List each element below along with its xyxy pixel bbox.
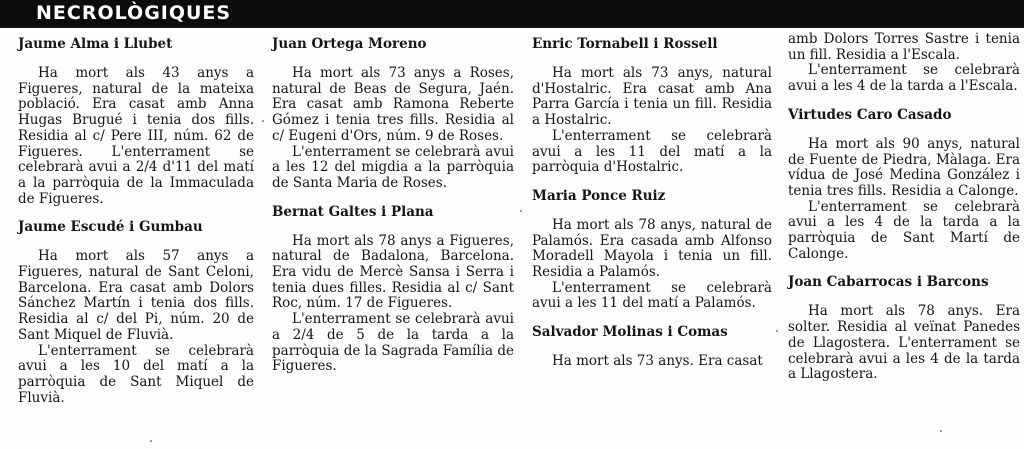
obituary-entry xyxy=(788,107,1020,263)
funeral-text: L'enterrament se celebrarà avui a les 12 del migdia a la parròquia de Santa Maria de Roses. xyxy=(272,143,514,191)
deceased-name: Salvador Molinas i Comas xyxy=(532,324,728,341)
obituary-entry xyxy=(532,188,772,312)
obituary-text-continued: amb Dolors Torres Sastre i tenia un fill. Residia a l'Escala. xyxy=(788,31,1020,63)
obituary-text: Ha mort als 78 anys. Era solter. Residia al veïnat Panedes de Llagostera. L'enterrament se celebrarà avui a les 4 de la tarda a Llagostera. xyxy=(788,303,1020,383)
print-speck xyxy=(520,210,522,212)
obituary-entry xyxy=(532,36,772,176)
funeral-text: L'enterrament se celebrarà avui a les 4 de la tarda a la parròquia de Sant Martí de Calonge. xyxy=(788,198,1020,262)
funeral-text: L'enterrament se celebrarà avui a les 11 del matí a Palamós. xyxy=(532,279,772,312)
deceased-name: Virtudes Caro Casado xyxy=(788,106,952,123)
obituary-text: Ha mort als 73 anys. Era casat xyxy=(552,353,763,370)
deceased-name: Jaume Escudé i Gumbau xyxy=(18,219,203,236)
funeral-text: L'enterrament se celebrarà avui a les 4 de la tarda a l'Escala. xyxy=(788,62,1020,95)
obituary-text: Ha mort als 78 anys a Figueres, natural de Badalona, Barcelona. Era vidu de Mercè Sansa i Serra i tenia dues filles. Residia al c/ Sant Roc, núm. 17 de Figueres. xyxy=(272,232,514,312)
obituary-text: Ha mort als 43 anys a Figueres, natural de la mateixa població. Era casat amb Anna Hugas Brugué i tenia dos fills. Residia al c/ Pere III, núm. 62 de Figueres. L'enterrament se celebrarà avui a 2/4 d'11 del matí a la parròquia de la Immaculada de Figueres. xyxy=(18,65,254,207)
obituary-entry xyxy=(18,219,254,406)
print-speck xyxy=(262,120,264,122)
deceased-name: Joan Cabarrocas i Barcons xyxy=(788,274,989,291)
column-1 xyxy=(18,36,254,418)
print-speck xyxy=(150,440,152,442)
funeral-text: L'enterrament se celebrarà avui a 2/4 de 5 de la tarda a la parròquia de la Sagrada Família de Figueres. xyxy=(272,311,514,375)
obituary-entry xyxy=(788,274,1020,383)
deceased-name: Enric Tornabell i Rossell xyxy=(532,36,718,52)
column-2 xyxy=(272,36,514,387)
funeral-text: L'enterrament se celebrarà avui a les 10 del matí a la parròquia de Sant Miquel de Fluvià. xyxy=(18,342,254,406)
obituary-entry xyxy=(18,36,254,207)
obituary-text: Ha mort als 57 anys a Figueres, natural de Sant Celoni, Barcelona. Era casat amb Dolors Sánchez Martín i tenia dos fills. Residia al c/ del Pi, núm. 20 de Sant Miquel de Fluvià. xyxy=(18,248,254,343)
obituary-entry xyxy=(272,204,514,375)
deceased-name: Bernat Galtes i Plana xyxy=(272,203,434,220)
obituary-text: Ha mort als 73 anys a Roses, natural de Beas de Segura, Jaén. Era casat amb Ramona Reberte Gómez i tenia tres fills. Residia al c/ Eugeni d'Ors, núm. 9 de Roses. xyxy=(272,65,514,144)
print-speck xyxy=(940,430,942,432)
obituary-entry-continued xyxy=(788,32,1020,95)
obituary-entry xyxy=(532,324,772,370)
deceased-name: Maria Ponce Ruiz xyxy=(532,187,666,204)
obituary-entry xyxy=(272,36,514,192)
funeral-text: L'enterrament se celebrarà avui a les 11 del matí a la parròquia d'Hostalric. xyxy=(532,127,772,176)
column-3 xyxy=(532,36,772,382)
section-title: NECROLÒGIQUES xyxy=(36,2,232,24)
deceased-name: Jaume Alma i Llubet xyxy=(18,36,173,52)
obituary-text: Ha mort als 73 anys, natural d'Hostalric. Era casat amb Ana Parra García i tenia un fill. Residia a Hostalric. xyxy=(532,65,772,129)
print-speck xyxy=(776,330,778,332)
section-header-bar xyxy=(0,0,1024,28)
column-4 xyxy=(788,32,1020,395)
obituary-text: Ha mort als 90 anys, natural de Fuente de Piedra, Màlaga. Era vídua de José Medina González i tenia tres fills. Residia a Calonge. xyxy=(788,135,1020,199)
obituary-text: Ha mort als 78 anys, natural de Palamós. Era casada amb Alfonso Moradell Mayola i tenia un fill. Residia a Palamós. xyxy=(532,216,772,281)
deceased-name: Juan Ortega Moreno xyxy=(272,36,427,52)
